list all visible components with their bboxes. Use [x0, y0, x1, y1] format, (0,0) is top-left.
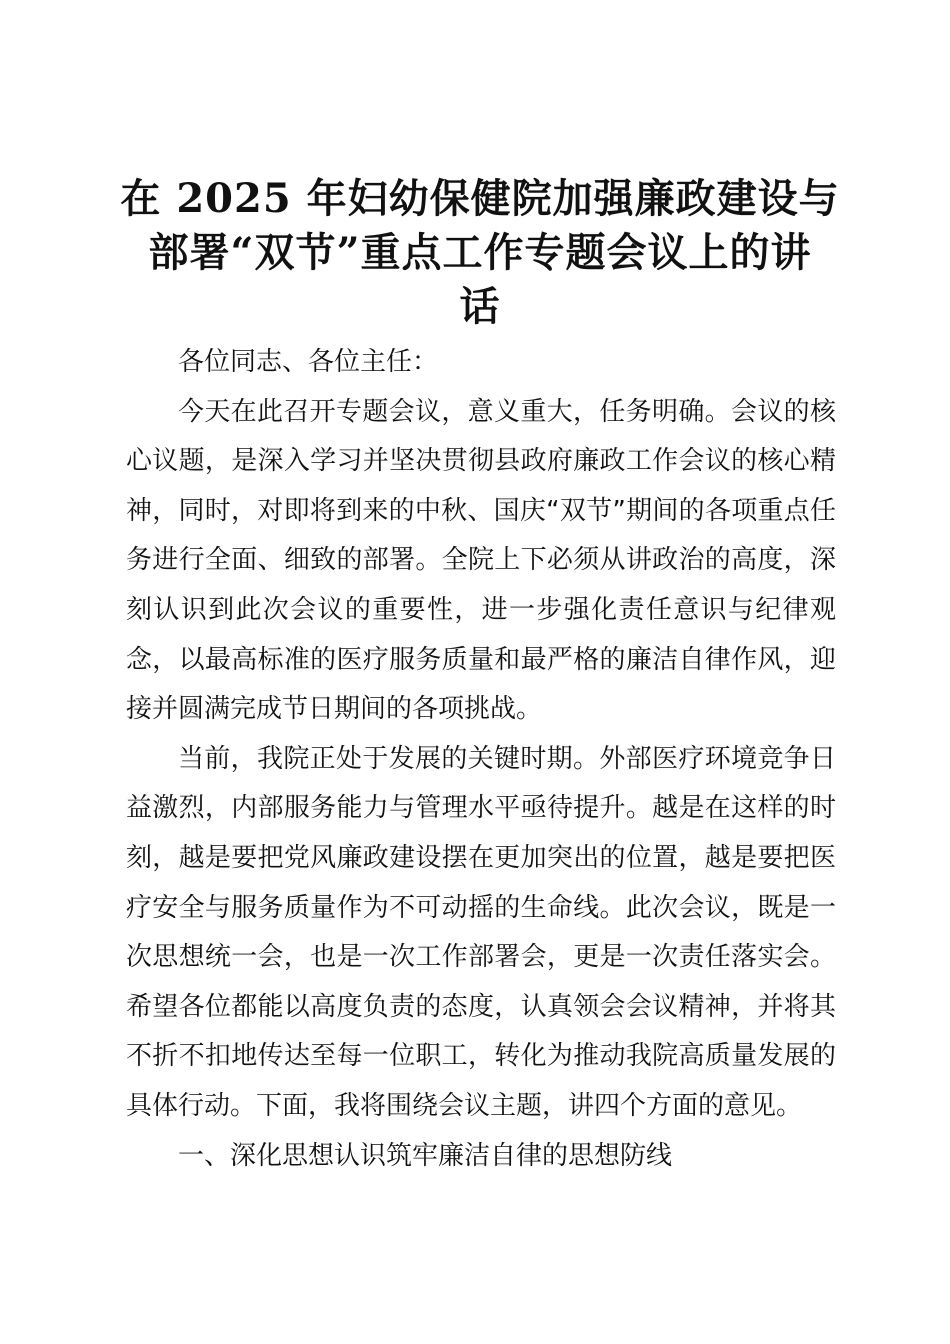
- title-line-3: 话: [459, 283, 501, 330]
- section-heading: 一、深化思想认识筑牢廉洁自律的思想防线: [178, 1140, 673, 1171]
- title-line-2: 部署“双节”重点工作专题会议上的讲: [148, 229, 812, 276]
- salutation: 各位同志、各位主任：: [178, 347, 439, 377]
- paragraph-context: 当前，我院正处于发展的关键时期。外部医疗环境竞争日益激烈，内部服务能力与管理水平亟待提升。越是在这样的时刻，越是要把党风廉政建设摆在更加突出的位置，越是要把医疗安全与服务质量作为不可动摇的生命线。此次会议，既是一次思想统一会，也是一次工作部署会，更是一次责任落实会。希望各位都能以高度负责的态度，认真领会会议精神，并将其不折不扣地传达至每一位职工，转化为推动我院高质量发展的具体行动。下面，我将围绕会议主题，讲四个方面的意见。: [126, 743, 836, 1121]
- paragraph-opening: 今天在此召开专题会议，意义重大，任务明确。会议的核心议题，是深入学习并坚决贯彻县政府廉政工作会议的核心精神，同时，对即将到来的中秋、国庆“双节”期间的各项重点任务进行全面、细致的部署。全院上下必须从讲政治的高度，深刻认识到此次会议的重要性，进一步强化责任意识与纪律观念，以最高标准的医疗服务质量和最严格的廉洁自律作风，迎接并圆满完成节日期间的各项挑战。: [126, 396, 836, 725]
- document-body: [126, 338, 836, 1181]
- document-title: [110, 172, 850, 334]
- title-line-1: 在 2025 年妇幼保健院加强廉政建设与: [120, 175, 840, 222]
